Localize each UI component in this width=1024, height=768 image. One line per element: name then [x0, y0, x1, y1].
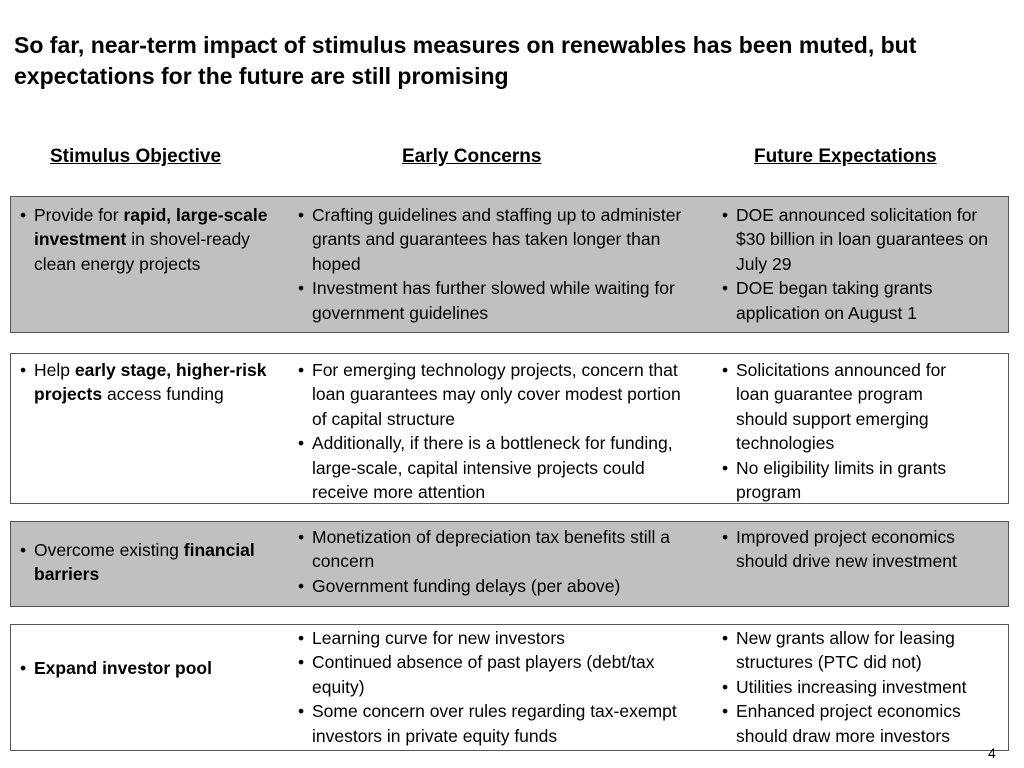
bullet: •	[298, 360, 305, 380]
objective-emphasis: Expand investor pool	[34, 658, 212, 678]
objective-text: in shovel-ready clean energy projects	[34, 229, 250, 274]
list-item	[298, 358, 698, 431]
bullet: •	[722, 676, 729, 697]
list-item	[20, 656, 278, 680]
concern-text: For emerging technology projects, concern that loan guarantees may only cover modest portion of capital structure	[312, 360, 681, 429]
concerns-cell	[298, 626, 698, 748]
objective-text: Overcome existing	[34, 540, 184, 560]
bullet: •	[722, 278, 729, 299]
list-item	[722, 626, 1008, 675]
bullet: •	[20, 205, 27, 225]
bullet: •	[722, 457, 729, 478]
concern-text: Additionally, if there is a bottleneck for funding, large-scale, capital intensive projects could receive more attention	[312, 433, 673, 503]
bullet: •	[722, 527, 729, 547]
concern-text: Crafting guidelines and staffing up to administer grants and guarantees has taken longer than hoped	[312, 205, 682, 274]
list-item	[298, 650, 698, 699]
concerns-cell	[298, 358, 698, 504]
expectation-text: Solicitations announced for loan guarantee program should support emerging technologies	[736, 360, 947, 454]
expectations-cell	[722, 358, 958, 504]
bullet: •	[298, 205, 305, 225]
list-item	[298, 699, 698, 748]
bullet: •	[298, 652, 305, 673]
objective-text: Help	[34, 360, 75, 380]
list-item	[298, 431, 698, 504]
concern-text: Learning curve for new investors	[312, 628, 565, 648]
list-item	[298, 276, 698, 325]
header-future-expectations: Future Expectations	[754, 146, 937, 167]
expectation-text: No eligibility limits in grants program	[736, 457, 947, 503]
concerns-cell	[298, 525, 698, 598]
list-item	[722, 203, 990, 276]
concern-text: Government funding delays (per above)	[312, 575, 621, 596]
expectations-cell	[722, 203, 990, 325]
list-item	[722, 525, 958, 574]
objective-cell	[20, 358, 278, 407]
expectation-text: Enhanced project economics should draw more investors	[736, 701, 961, 746]
expectation-text: New grants allow for leasing structures (PTC did not)	[736, 628, 955, 673]
bullet: •	[298, 628, 305, 648]
concern-text: Investment has further slowed while waiting for government guidelines	[312, 278, 675, 323]
bullet: •	[298, 701, 305, 722]
expectations-cell	[722, 525, 958, 574]
expectation-text: DOE began taking grants application on August 1	[736, 278, 933, 323]
list-item	[298, 525, 698, 574]
objective-emphasis: early stage, higher-risk projects	[34, 360, 267, 405]
bullet: •	[722, 205, 729, 225]
header-early-concerns: Early Concerns	[402, 146, 542, 167]
list-item	[722, 699, 1008, 748]
bullet: •	[298, 527, 305, 547]
bullet: •	[298, 433, 305, 454]
bullet: •	[722, 628, 729, 648]
expectation-text: DOE announced solicitation for $30 billion in loan guarantees on July 29	[736, 205, 988, 274]
list-item	[722, 456, 958, 505]
expectation-text: Improved project economics should drive new investment	[736, 527, 957, 572]
objective-cell	[20, 203, 278, 276]
concern-text: Continued absence of past players (debt/tax equity)	[312, 652, 655, 697]
objective-text: access funding	[102, 384, 224, 405]
objective-cell	[20, 656, 278, 680]
objective-text: Provide for	[34, 205, 124, 225]
list-item	[20, 203, 278, 276]
list-item	[722, 276, 990, 325]
table-row	[10, 624, 1009, 751]
bullet: •	[20, 540, 27, 560]
bullet: •	[20, 360, 27, 380]
header-stimulus-objective: Stimulus Objective	[50, 146, 222, 167]
list-item	[20, 358, 278, 407]
bullet: •	[20, 658, 27, 678]
list-item	[298, 626, 698, 650]
page-title: So far, near-term impact of stimulus measures on renewables has been muted, but expectations for the future are still promising	[14, 32, 917, 89]
table-row	[10, 521, 1009, 607]
list-item	[722, 675, 1008, 699]
list-item	[298, 574, 698, 598]
concerns-cell	[298, 203, 698, 325]
objective-emphasis: rapid, large-scale investment	[34, 205, 268, 250]
expectation-text: Utilities increasing investment	[736, 676, 967, 697]
objective-emphasis: financial barriers	[34, 540, 255, 585]
bullet: •	[298, 278, 305, 299]
list-item	[20, 538, 278, 587]
table-row	[10, 353, 1009, 504]
objective-cell	[20, 538, 278, 587]
concern-text: Monetization of depreciation tax benefits still a concern	[312, 527, 670, 572]
list-item	[298, 203, 698, 276]
bullet: •	[298, 575, 305, 596]
page-number: 4	[988, 745, 996, 761]
list-item	[722, 358, 958, 456]
table-row	[10, 196, 1009, 333]
bullet: •	[722, 360, 729, 380]
bullet: •	[722, 701, 729, 722]
expectations-cell	[722, 626, 1008, 748]
concern-text: Some concern over rules regarding tax-exempt investors in private equity funds	[312, 701, 677, 746]
